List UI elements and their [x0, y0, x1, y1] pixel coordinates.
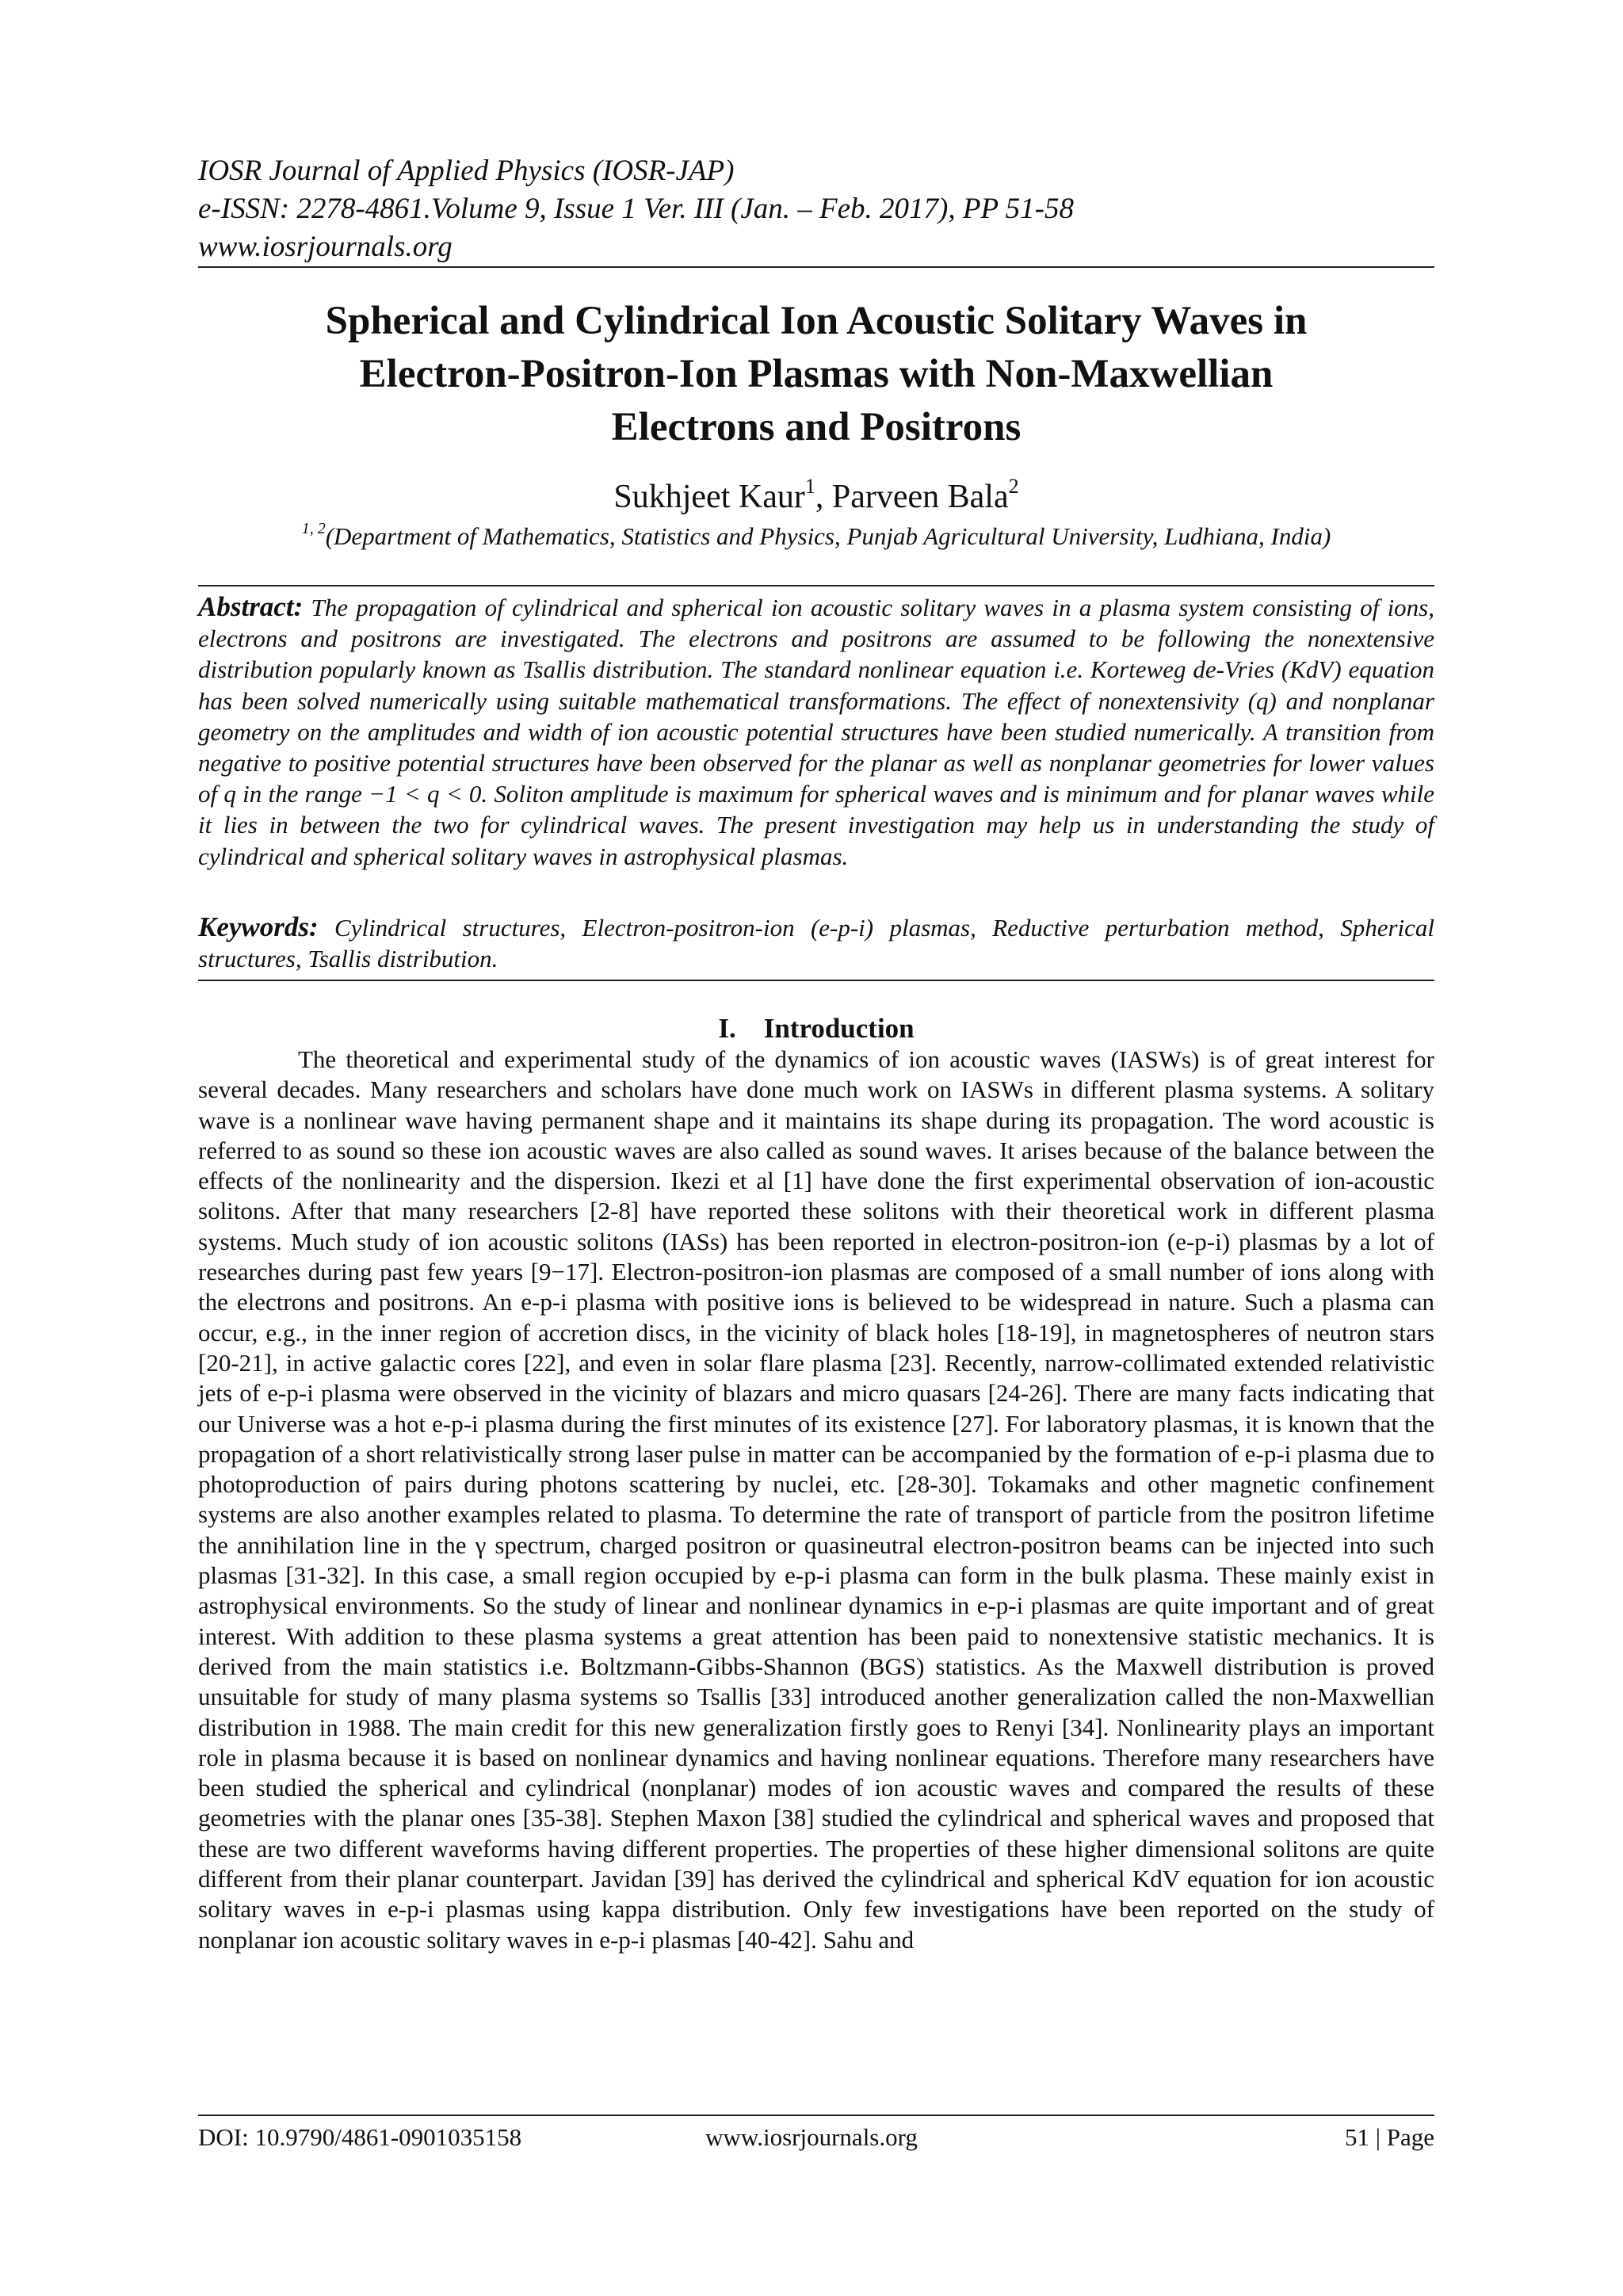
author-2-affiliation-mark: 2: [1008, 475, 1019, 498]
header-divider: [198, 266, 1434, 268]
author-1-name: Sukhjeet Kaur: [613, 479, 805, 515]
author-list: [198, 476, 1434, 518]
author-separator: ,: [815, 479, 832, 515]
affiliation-mark: 1, 2: [301, 520, 326, 537]
footer-website: www.iosrjournals.org: [705, 2123, 918, 2151]
journal-name: IOSR Journal of Applied Physics (IOSR-JAP): [198, 155, 735, 187]
title-line-1: Spherical and Cylindrical Ion Acoustic Solitary Waves in: [325, 299, 1308, 343]
author-1-affiliation-mark: 1: [804, 475, 815, 498]
abstract-block: [198, 591, 1434, 872]
footer-page-number: 51 | Page: [1345, 2123, 1434, 2151]
abstract-text: The propagation of cylindrical and spherical ion acoustic solitary waves in a plasma system consisting of ions, electrons and positrons are investigated. The electrons and positrons are assumed to be following the nonextensive distribution popularly known as Tsallis distribution. The standard nonlinear equation i.e. Korteweg de-Vries (KdV) equation has been solved numerically using suitable mathematical transformations. The effect of nonextensivity (q) and nonplanar geometry on the amplitudes and width of ion acoustic potential structures have been studied numerically. A transition from negative to positive potential structures have been observed for the planar as well as nonplanar geometries for lower values of q in the range −1 < q < 0. Soliton amplitude is maximum for spherical waves and is minimum and for planar waves while it lies in between the two for cylindrical waves. The present investigation may help us in understanding the study of cylindrical and spherical solitary waves in astrophysical plasmas.: [198, 594, 1434, 870]
keywords-text: Cylindrical structures, Electron-positron-ion (e-p-i) plasmas, Reductive perturbation method, Spherical structures, Tsallis distribution.: [198, 914, 1434, 973]
abstract-top-divider: [198, 585, 1434, 586]
paper-title: [198, 295, 1434, 454]
keywords-block: [198, 911, 1434, 974]
issn-volume-line: e-ISSN: 2278-4861.Volume 9, Issue 1 Ver. III (Jan. – Feb. 2017), PP 51-58: [198, 193, 1074, 225]
title-line-2: Electron-Positron-Ion Plasmas with Non-Maxwellian: [359, 352, 1274, 396]
affiliation: [198, 520, 1434, 553]
keywords-label: Keywords:: [198, 911, 319, 942]
section-heading-introduction: I. Introduction: [718, 1013, 915, 1044]
author-2-name: Parveen Bala: [831, 479, 1009, 515]
abstract-label: Abstract:: [198, 591, 304, 622]
journal-website: www.iosrjournals.org: [198, 231, 453, 263]
title-line-3: Electrons and Positrons: [611, 405, 1022, 449]
affiliation-text: (Department of Mathematics, Statistics and Physics, Punjab Agricultural University, Ludhiana, India): [325, 522, 1331, 550]
introduction-paragraph: The theoretical and experimental study of the dynamics of ion acoustic waves (IASWs) is of great interest for several decades. Many researchers and scholars have done much work on IASWs in different plasma systems. A solitary wave is a nonlinear wave having permanent shape and it maintains its shape during its propagation. The word acoustic is referred to as sound so these ion acoustic waves are also called as sound waves. It arises because of the balance between the effects of the nonlinearity and the dispersion. Ikezi et al [1] have done the first experimental observation of ion-acoustic solitons. After that many researchers [2-8] have reported these solitons with their theoretical work in different plasma systems. Much study of ion acoustic solitons (IASs) has been reported in electron-positron-ion (e-p-i) plasmas by a lot of researches during past few years [9−17]. Electron-positron-ion plasmas are composed of a small number of ions along with the electrons and positrons. An e-p-i plasma with positive ions is believed to be widespread in nature. Such a plasma can occur, e.g., in the inner region of accretion discs, in the vicinity of black holes [18-19], in magnetospheres of neutron stars [20-21], in active galactic cores [22], and even in solar flare plasma [23]. Recently, narrow-collimated extended relativistic jets of e-p-i plasma were observed in the vicinity of blazars and micro quasars [24-26]. There are many facts indicating that our Universe was a hot e-p-i plasma during the first minutes of its existence [27]. For laboratory plasmas, it is known that the propagation of a short relativistically strong laser pulse in matter can be accompanied by the formation of e-p-i plasma due to photoproduction of pairs during photons scattering by nuclei, etc. [28-30]. Tokamaks and other magnetic confinement systems are also another examples related to plasma. To determine the rate of transport of particle from the positron lifetime the annihilation line in the γ spectrum, charged positron or quasineutral electron-positron beams can be injected into such plasmas [31-32]. In this case, a small region occupied by e-p-i plasma can form in the bulk plasma. These mainly exist in astrophysical environments. So the study of linear and nonlinear dynamics in e-p-i plasmas are quite important and of great interest. With addition to these plasma systems a great attention has been paid to nonextensive statistic mechanics. It is derived from the main statistics i.e. Boltzmann-Gibbs-Shannon (BGS) statistics. As the Maxwell distribution is proved unsuitable for study of many plasma systems so Tsallis [33] introduced another generalization called the non-Maxwellian distribution in 1988. The main credit for this new generalization firstly goes to Renyi [34]. Nonlinearity plays an important role in plasma because it is based on nonlinear dynamics and having nonlinear equations. Therefore many researchers have been studied the spherical and cylindrical (nonplanar) modes of ion acoustic waves and compared the results of these geometries with the planar ones [35-38]. Stephen Maxon [38] studied the cylindrical and spherical waves and proposed that these are two different waveforms having different properties. The properties of these higher dimensional solitons are quite different from their planar counterpart. Javidan [39] has derived the cylindrical and spherical KdV equation for ion acoustic solitary waves in e-p-i plasmas using kappa distribution. Only few investigations have been reported on the study of nonplanar ion acoustic solitary waves in e-p-i plasmas [40-42]. Sahu and: [198, 1045, 1434, 1954]
footer-doi: DOI: 10.9790/4861-0901035158: [198, 2123, 522, 2151]
abstract-bottom-divider: [198, 980, 1434, 981]
footer-divider: [198, 2115, 1434, 2116]
journal-header: [198, 152, 1434, 266]
